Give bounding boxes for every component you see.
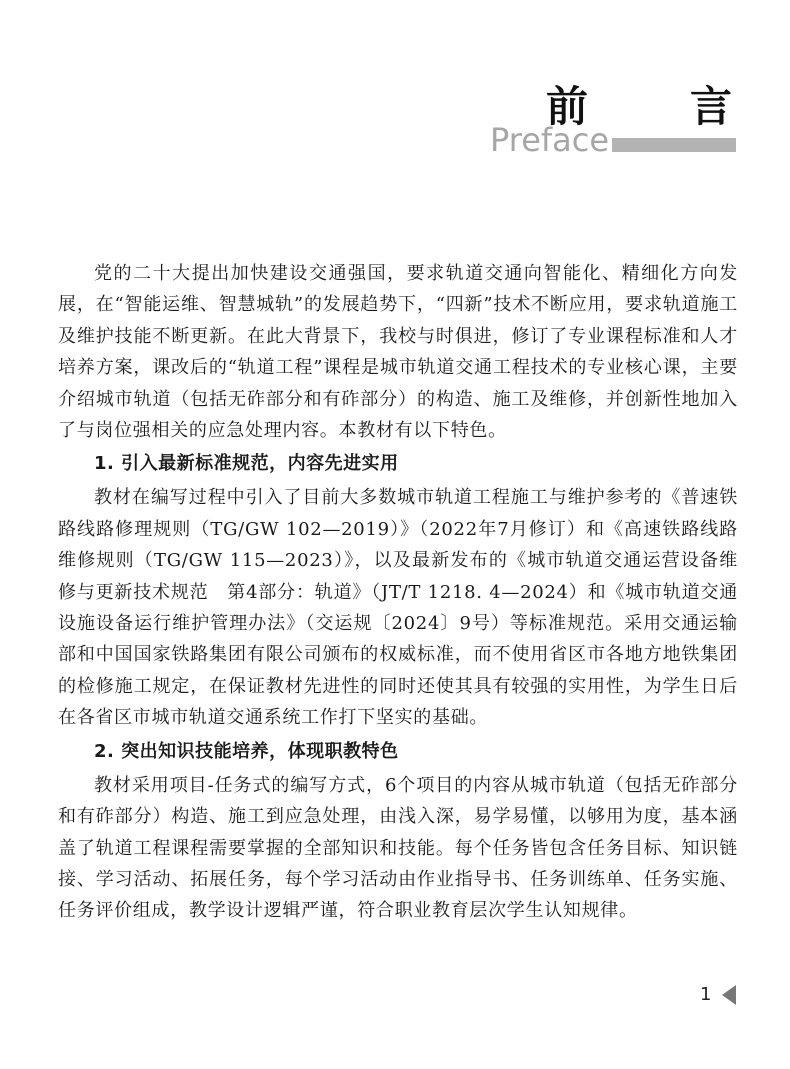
intro-paragraph: 党的二十大提出加快建设交通强国，要求轨道交通向智能化、精细化方向发展，在“智能运维、智慧城轨”的发展趋势下，“四新”技术不断应用，要求轨道施工及维护技能不断更新。在此大背景下，我校与时俱进，修订了专业课程标准和人才培养方案，课改后的“轨道工程”课程是城市轨道交通工程技术的专业核心课，主要介绍城市轨道（包括无砟部分和有砟部分）的构造、施工及维修，并创新性地加入了与岗位强相关的应急处理内容。本教材有以下特色。 xyxy=(58,263,738,442)
page-number: 1 xyxy=(700,984,712,1005)
section-heading-1: 1. 引入最新标准规范，内容先进实用 xyxy=(94,453,399,475)
page-title: 前 言 xyxy=(545,82,762,131)
subtitle-decorative-bar xyxy=(612,138,736,152)
page-marker-triangle-icon xyxy=(722,985,736,1005)
section-paragraph-1: 教材在编写过程中引入了目前大多数城市轨道工程施工与维护参考的《普速铁路线路修理规则（TG/GW 102—2019）》（2022年7月修订）和《高速铁路线路维修规则（TG/GW 115—2023）》，以及最新发布的《城市轨道交通运营设备维修与更新技术规范 第4部分：轨道》（JT/T 1218. 4—2024）和《城市轨道交通设施设备运行维护管理办法》（交运规〔2024〕9号）等标准规范。采用交通运输部和中国国家铁路集团有限公司颁布的权威标准，而不使用省区市各地方地铁集团的检修施工规定，在保证教材先进性的同时还使其具有较强的实用性，为学生日后在各省区市城市轨道交通系统工作打下坚实的基础。 xyxy=(58,487,738,729)
page-subtitle: Preface xyxy=(490,121,610,159)
section-paragraph-2: 教材采用项目-任务式的编写方式，6个项目的内容从城市轨道（包括无砟部分和有砟部分）构造、施工到应急处理，由浅入深，易学易懂，以够用为度，基本涵盖了轨道工程课程需要掌握的全部知识和技能。每个任务皆包含任务目标、知识链接、学习活动、拓展任务，每个学习活动由作业指导书、任务训练单、任务实施、任务评价组成，教学设计逻辑严谨，符合职业教育层次学生认知规律。 xyxy=(58,774,738,922)
section-heading-2: 2. 突出知识技能培养，体现职教特色 xyxy=(94,740,399,762)
preface-body xyxy=(58,258,738,927)
